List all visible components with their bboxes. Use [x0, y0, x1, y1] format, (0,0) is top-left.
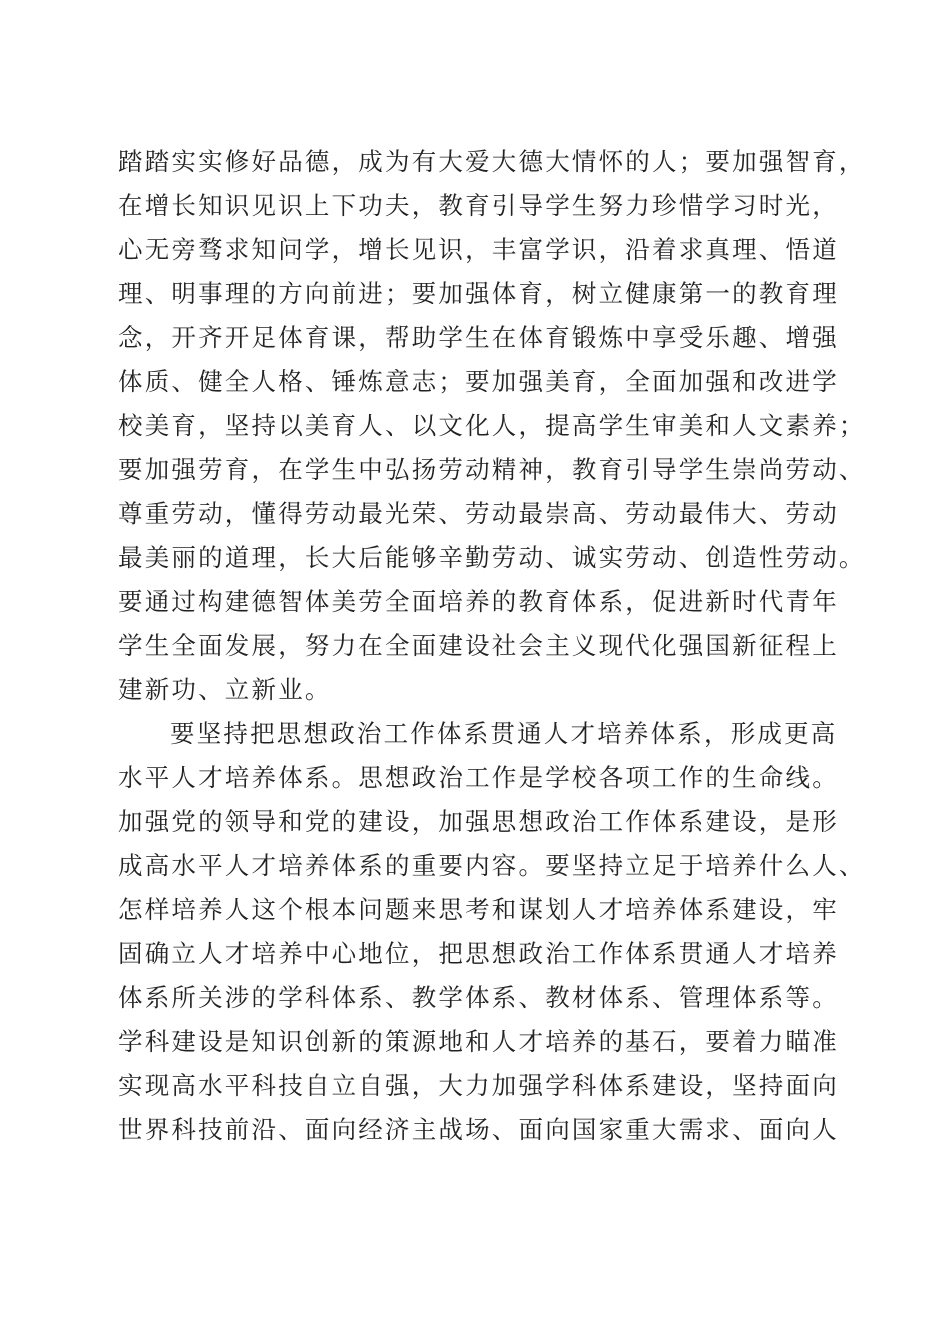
paragraph-line: 在增长知识见识上下功夫，教育引导学生努力珍惜学习时光， [118, 191, 839, 220]
paragraph-line: 学科建设是知识创新的策源地和人才培养的基石，要着力瞄准 [118, 1027, 839, 1056]
paragraph-1 [118, 140, 866, 712]
paragraph-line: 踏踏实实修好品德，成为有大爱大德大情怀的人；要加强智育， [118, 147, 866, 176]
paragraph-line: 体系所关涉的学科体系、教学体系、教材体系、管理体系等。 [118, 983, 839, 1012]
document-body [118, 140, 866, 1152]
paragraph-line: 成高水平人才培养体系的重要内容。要坚持立足于培养什么人、 [118, 851, 866, 880]
paragraph-line: 建新功、立新业。 [118, 675, 332, 704]
paragraph-line: 要加强劳育，在学生中弘扬劳动精神，教育引导学生崇尚劳动、 [118, 455, 866, 484]
paragraph-line: 学生全面发展，努力在全面建设社会主义现代化强国新征程上 [118, 631, 839, 660]
paragraph-line: 加强党的领导和党的建设，加强思想政治工作体系建设，是形 [118, 807, 839, 836]
paragraph-line: 要通过构建德智体美劳全面培养的教育体系，促进新时代青年 [118, 587, 839, 616]
paragraph-line: 尊重劳动，懂得劳动最光荣、劳动最崇高、劳动最伟大、劳动 [118, 499, 839, 528]
paragraph-first-line: 要坚持把思想政治工作体系贯通人才培养体系，形成更高 [170, 719, 838, 748]
paragraph-2 [118, 712, 866, 1152]
paragraph-line: 固确立人才培养中心地位，把思想政治工作体系贯通人才培养 [118, 939, 839, 968]
paragraph-line: 实现高水平科技自立自强，大力加强学科体系建设，坚持面向 [118, 1071, 839, 1100]
paragraph-line: 体质、健全人格、锤炼意志；要加强美育，全面加强和改进学 [118, 367, 839, 396]
paragraph-line: 最美丽的道理，长大后能够辛勤劳动、诚实劳动、创造性劳动。 [118, 543, 866, 572]
paragraph-line: 念，开齐开足体育课，帮助学生在体育锻炼中享受乐趣、增强 [118, 323, 839, 352]
paragraph-line: 世界科技前沿、面向经济主战场、面向国家重大需求、面向人 [118, 1115, 839, 1144]
paragraph-line: 理、明事理的方向前进；要加强体育，树立健康第一的教育理 [118, 279, 839, 308]
paragraph-line: 校美育，坚持以美育人、以文化人，提高学生审美和人文素养； [118, 411, 866, 440]
paragraph-line: 心无旁骛求知问学，增长见识，丰富学识，沿着求真理、悟道 [118, 235, 839, 264]
paragraph-line: 怎样培养人这个根本问题来思考和谋划人才培养体系建设，牢 [118, 895, 839, 924]
paragraph-line: 水平人才培养体系。思想政治工作是学校各项工作的生命线。 [118, 763, 839, 792]
